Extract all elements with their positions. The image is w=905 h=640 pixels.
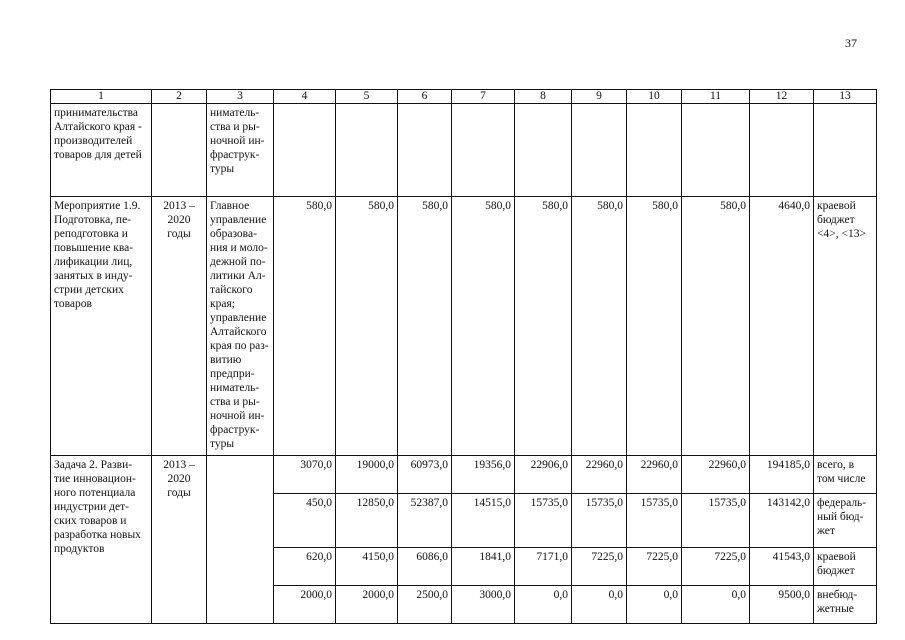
header-cell: 4 bbox=[274, 90, 336, 104]
source-cell: федераль- ный бюд- жет bbox=[814, 494, 877, 548]
value-cell: 12850,0 bbox=[336, 494, 398, 548]
executor-cell: Главное управление образова- ния и моло- дежной по- литики Ал- тайского края; управление Алтайского края по раз- витию предпри- ниматель- ства и ры- ночной ин- фраструк- туры bbox=[207, 197, 274, 456]
value-cell bbox=[274, 104, 336, 197]
header-cell: 1 bbox=[51, 90, 152, 104]
value-cell: 580,0 bbox=[274, 197, 336, 456]
value-cell: 3000,0 bbox=[452, 586, 515, 624]
header-cell: 11 bbox=[682, 90, 750, 104]
value-cell: 580,0 bbox=[572, 197, 627, 456]
header-cell: 8 bbox=[515, 90, 572, 104]
value-cell: 3070,0 bbox=[274, 456, 336, 494]
value-cell: 7225,0 bbox=[572, 548, 627, 586]
value-cell bbox=[682, 104, 750, 197]
source-cell: краевой бюджет <4>, <13> bbox=[814, 197, 877, 456]
value-cell bbox=[627, 104, 682, 197]
value-cell: 19356,0 bbox=[452, 456, 515, 494]
value-cell: 52387,0 bbox=[398, 494, 452, 548]
value-cell: 6086,0 bbox=[398, 548, 452, 586]
period-cell bbox=[152, 104, 207, 197]
header-cell: 2 bbox=[152, 90, 207, 104]
value-cell: 0,0 bbox=[515, 586, 572, 624]
value-cell: 580,0 bbox=[452, 197, 515, 456]
value-cell: 41543,0 bbox=[750, 548, 814, 586]
activity-name-cell: Мероприятие 1.9. Подготовка, пе- реподготовка и повышение ква- лификации лиц, занятых в инду- стрии детских товаров bbox=[51, 197, 152, 456]
source-cell bbox=[814, 104, 877, 197]
period-cell: 2013 – 2020 годы bbox=[152, 197, 207, 456]
value-cell: 580,0 bbox=[515, 197, 572, 456]
value-cell: 2000,0 bbox=[274, 586, 336, 624]
header-cell: 9 bbox=[572, 90, 627, 104]
value-cell: 22960,0 bbox=[572, 456, 627, 494]
value-cell: 7171,0 bbox=[515, 548, 572, 586]
value-cell: 450,0 bbox=[274, 494, 336, 548]
value-cell: 2500,0 bbox=[398, 586, 452, 624]
task-2-row bbox=[51, 456, 877, 494]
value-cell bbox=[452, 104, 515, 197]
value-cell bbox=[336, 104, 398, 197]
period-cell: 2013 – 2020 годы bbox=[152, 456, 207, 624]
value-cell: 22960,0 bbox=[682, 456, 750, 494]
value-cell: 22906,0 bbox=[515, 456, 572, 494]
value-cell: 15735,0 bbox=[627, 494, 682, 548]
page-number: 37 bbox=[845, 36, 857, 50]
value-cell: 19000,0 bbox=[336, 456, 398, 494]
continuation-row bbox=[51, 104, 877, 197]
value-cell: 4150,0 bbox=[336, 548, 398, 586]
source-cell: внебюд- жетные bbox=[814, 586, 877, 624]
program-table bbox=[50, 89, 877, 624]
value-cell: 580,0 bbox=[627, 197, 682, 456]
value-cell: 15735,0 bbox=[515, 494, 572, 548]
value-cell: 22960,0 bbox=[627, 456, 682, 494]
header-cell: 5 bbox=[336, 90, 398, 104]
header-cell: 10 bbox=[627, 90, 682, 104]
value-cell: 1841,0 bbox=[452, 548, 515, 586]
source-cell: краевой бюджет bbox=[814, 548, 877, 586]
value-cell: 15735,0 bbox=[682, 494, 750, 548]
value-cell bbox=[572, 104, 627, 197]
value-cell bbox=[750, 104, 814, 197]
value-cell: 60973,0 bbox=[398, 456, 452, 494]
value-cell: 7225,0 bbox=[682, 548, 750, 586]
executor-cell: ниматель- ства и ры- ночной ин- фраструк- туры bbox=[207, 104, 274, 197]
value-cell: 580,0 bbox=[398, 197, 452, 456]
value-cell: 0,0 bbox=[627, 586, 682, 624]
header-cell: 12 bbox=[750, 90, 814, 104]
value-cell: 0,0 bbox=[572, 586, 627, 624]
value-cell bbox=[515, 104, 572, 197]
header-cell: 6 bbox=[398, 90, 452, 104]
value-cell: 4640,0 bbox=[750, 197, 814, 456]
header-cell: 7 bbox=[452, 90, 515, 104]
task-name-cell: Задача 2. Разви- тие инновацион- ного потенциала индустрии дет- ских товаров и разработка новых продуктов bbox=[51, 456, 152, 624]
header-cell: 3 bbox=[207, 90, 274, 104]
value-cell: 580,0 bbox=[682, 197, 750, 456]
executor-cell bbox=[207, 456, 274, 624]
value-cell: 580,0 bbox=[336, 197, 398, 456]
value-cell: 0,0 bbox=[682, 586, 750, 624]
value-cell: 9500,0 bbox=[750, 586, 814, 624]
activity-name-cell: принимательства Алтайского края - производителей товаров для детей bbox=[51, 104, 152, 197]
value-cell: 15735,0 bbox=[572, 494, 627, 548]
source-cell: всего, в том числе bbox=[814, 456, 877, 494]
header-cell: 13 bbox=[814, 90, 877, 104]
value-cell: 7225,0 bbox=[627, 548, 682, 586]
value-cell: 143142,0 bbox=[750, 494, 814, 548]
value-cell bbox=[398, 104, 452, 197]
header-row bbox=[51, 90, 877, 104]
value-cell: 14515,0 bbox=[452, 494, 515, 548]
value-cell: 194185,0 bbox=[750, 456, 814, 494]
value-cell: 2000,0 bbox=[336, 586, 398, 624]
activity-1-9-row bbox=[51, 197, 877, 456]
value-cell: 620,0 bbox=[274, 548, 336, 586]
